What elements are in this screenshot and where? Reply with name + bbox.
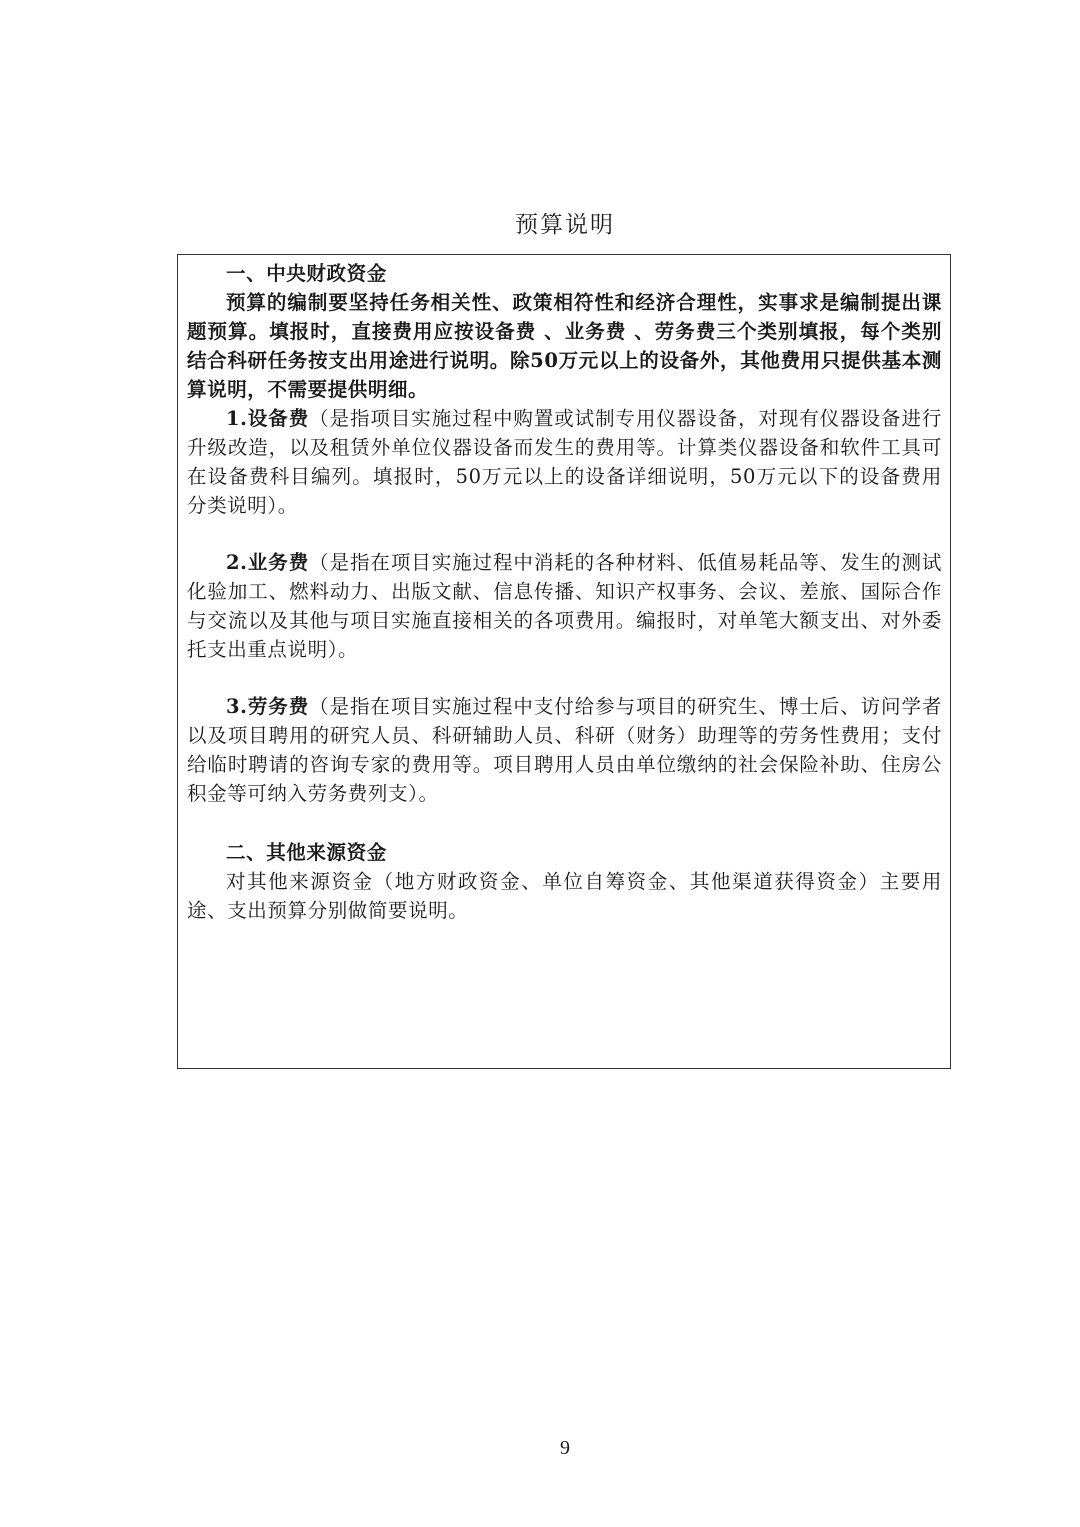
spacer bbox=[187, 664, 942, 692]
section1-intro: 预算的编制要坚持任务相关性、政策相符性和经济合理性，实事求是编制提出课题预算。填报时，直接费用应按设备费 、业务费 、劳务费三个类别填报，每个类别结合科研任务按支出用途进行说明。除50万元以上的设备外，其他费用只提供基本测算说明，不需要提供明细。 bbox=[187, 291, 942, 401]
business-fee-text: （是指在项目实施过程中消耗的各种材料、低值易耗品等、发生的测试化验加工、燃料动力、出版文献、信息传播、知识产权事务、会议、差旅、国际合作与交流以及其他与项目实施直接相关的各项费用。编报时，对单笔大额支出、对外委托支出重点说明）。 bbox=[187, 551, 942, 661]
equipment-fee-text: （是指项目实施过程中购置或试制专用仪器设备，对现有仪器设备进行升级改造，以及租赁外单位仪器设备而发生的费用等。计算类仪器设备和软件工具可在设备费科目编列。填报时，50万元以上的设备详细说明，50万元以下的设备费用分类说明）。 bbox=[187, 407, 942, 517]
section2-text: 对其他来源资金（地方财政资金、单位自筹资金、其他渠道获得资金）主要用途、支出预算分别做简要说明。 bbox=[187, 870, 942, 922]
business-fee-paragraph bbox=[187, 548, 942, 664]
labor-fee-paragraph bbox=[187, 692, 942, 808]
labor-fee-term: 3.劳务费 bbox=[226, 695, 310, 718]
business-fee-term: 2.业务费 bbox=[226, 551, 310, 574]
equipment-fee-term: 1.设备费 bbox=[226, 407, 310, 430]
budget-explanation-box bbox=[177, 254, 951, 1069]
labor-fee-text: （是指在项目实施过程中支付给参与项目的研究生、博士后、访问学者以及项目聘用的研究人员、科研辅助人员、科研（财务）助理等的劳务性费用；支付给临时聘请的咨询专家的费用等。项目聘用人员由单位缴纳的社会保险补助、住房公积金等可纳入劳务费列支）。 bbox=[187, 695, 942, 805]
page-title: 预算说明 bbox=[515, 212, 615, 238]
section2-heading: 二、其他来源资金 bbox=[226, 841, 387, 864]
spacer bbox=[187, 520, 942, 548]
page-number: 9 bbox=[560, 1437, 570, 1459]
spacer bbox=[187, 808, 942, 838]
section1-heading: 一、中央财政资金 bbox=[226, 262, 387, 285]
equipment-fee-paragraph bbox=[187, 404, 942, 520]
